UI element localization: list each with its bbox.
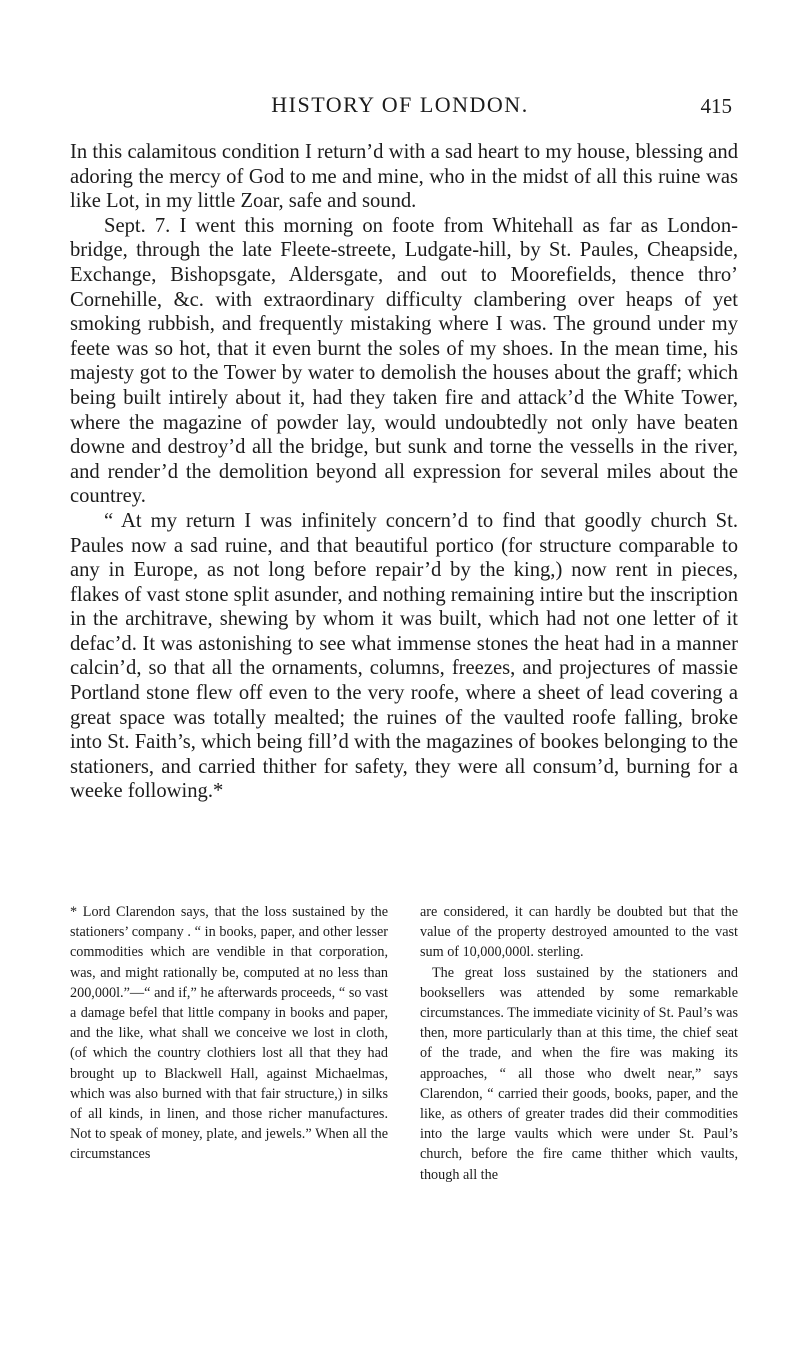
paragraph: In this calamitous condition I return’d with a sad heart to my house, blessing and adoring the mercy of God to me and mine, who in the midst of all this ruine was like Lot, in my little Zoar, safe and sound.	[70, 141, 738, 213]
paragraph: Sept. 7. I went this morning on foote from Whitehall as far as London-bridge, through the late Fleete-streete, Ludgate-hill, by St. Paules, Cheapside, Exchange, Bishopsgate, Aldersgate, and out to Moorefields, thence thro’ Cornehille, &c. with extraordinary difficulty clambering over heaps of yet smoking rubbish, and frequently mistaking where I was. The ground under my feete was so hot, that it even burnt the soles of my shoes. In the mean time, his majesty got to the Tower by water to demolish the houses about the graff; which being built intirely about it, had they taken fire and attack’d the White Tower, where the magazine of powder lay, would undoubtedly not only have beaten downe and destroy’d all the bridge, but sunk and torne the vessells in the river, and render’d the demolition beyond all expression for several miles about the countrey.	[70, 214, 738, 508]
footnote-column-left	[70, 902, 388, 1185]
running-head: HISTORY OF LONDON.	[271, 92, 529, 117]
footnote-column-right	[420, 902, 738, 1185]
footnotes	[70, 902, 738, 1185]
page-number: 415	[700, 94, 732, 118]
footnote-paragraph: are considered, it can hardly be doubted but that the value of the property destroyed amounted to the vast sum of 10,000,000l. sterling.	[420, 904, 738, 961]
footnote-paragraph: * Lord Clarendon says, that the loss sustained by the stationers’ company . “ in books, paper, and other lesser commodities which are vendible in that corporation, was, and might rationally be, computed at no less than 200,000l.”—“ and if,” he afterwards proceeds, “ so vast a damage befel that little company in books and paper, and the like, what shall we conceive we lost in cloth, (of which the country clothiers lost all that they had brought up to Blackwell Hall, against Michaelmas, which was also burned with that fair structure,) in silks of all kinds, in linen, and those richer manufactures. Not to speak of money, plate, and jewels.” When all the circumstances	[70, 904, 388, 1163]
page-header	[0, 92, 800, 122]
paragraph: “ At my return I was infinitely concern’d to find that goodly church St. Paules now a sad ruine, and that beautiful portico (for structure comparable to any in Europe, as not long before repair’d by the king,) now rent in pieces, flakes of vast stone split asunder, and nothing remaining intire but the inscription in the architrave, shewing by whom it was built, which had not one letter of it defac’d. It was astonishing to see what immense stones the heat had in a manner calcin’d, so that all the ornaments, columns, freezes, and projectures of massie Portland stone flew off even to the very roofe, where a sheet of lead covering a great space was totally mealted; the ruines of the vaulted roofe falling, broke into St. Faith’s, which being fill’d with the magazines of bookes belonging to the stationers, and carried thither for safety, they were all consum’d, burning for a weeke following.*	[70, 509, 738, 803]
footnote-paragraph: The great loss sustained by the stationers and booksellers was attended by some remarkable circumstances. The immediate vicinity of St. Paul’s was then, more particularly than at this time, the chief seat of the trade, and when the fire was making its approaches, “ all those who dwelt near,” says Clarendon, “ carried their goods, books, paper, and the like, as others of greater trades did their commodities into the large vaults which were under St. Paul’s church, before the fire came thither which vaults, though all the	[420, 964, 738, 1183]
main-text	[70, 140, 738, 804]
